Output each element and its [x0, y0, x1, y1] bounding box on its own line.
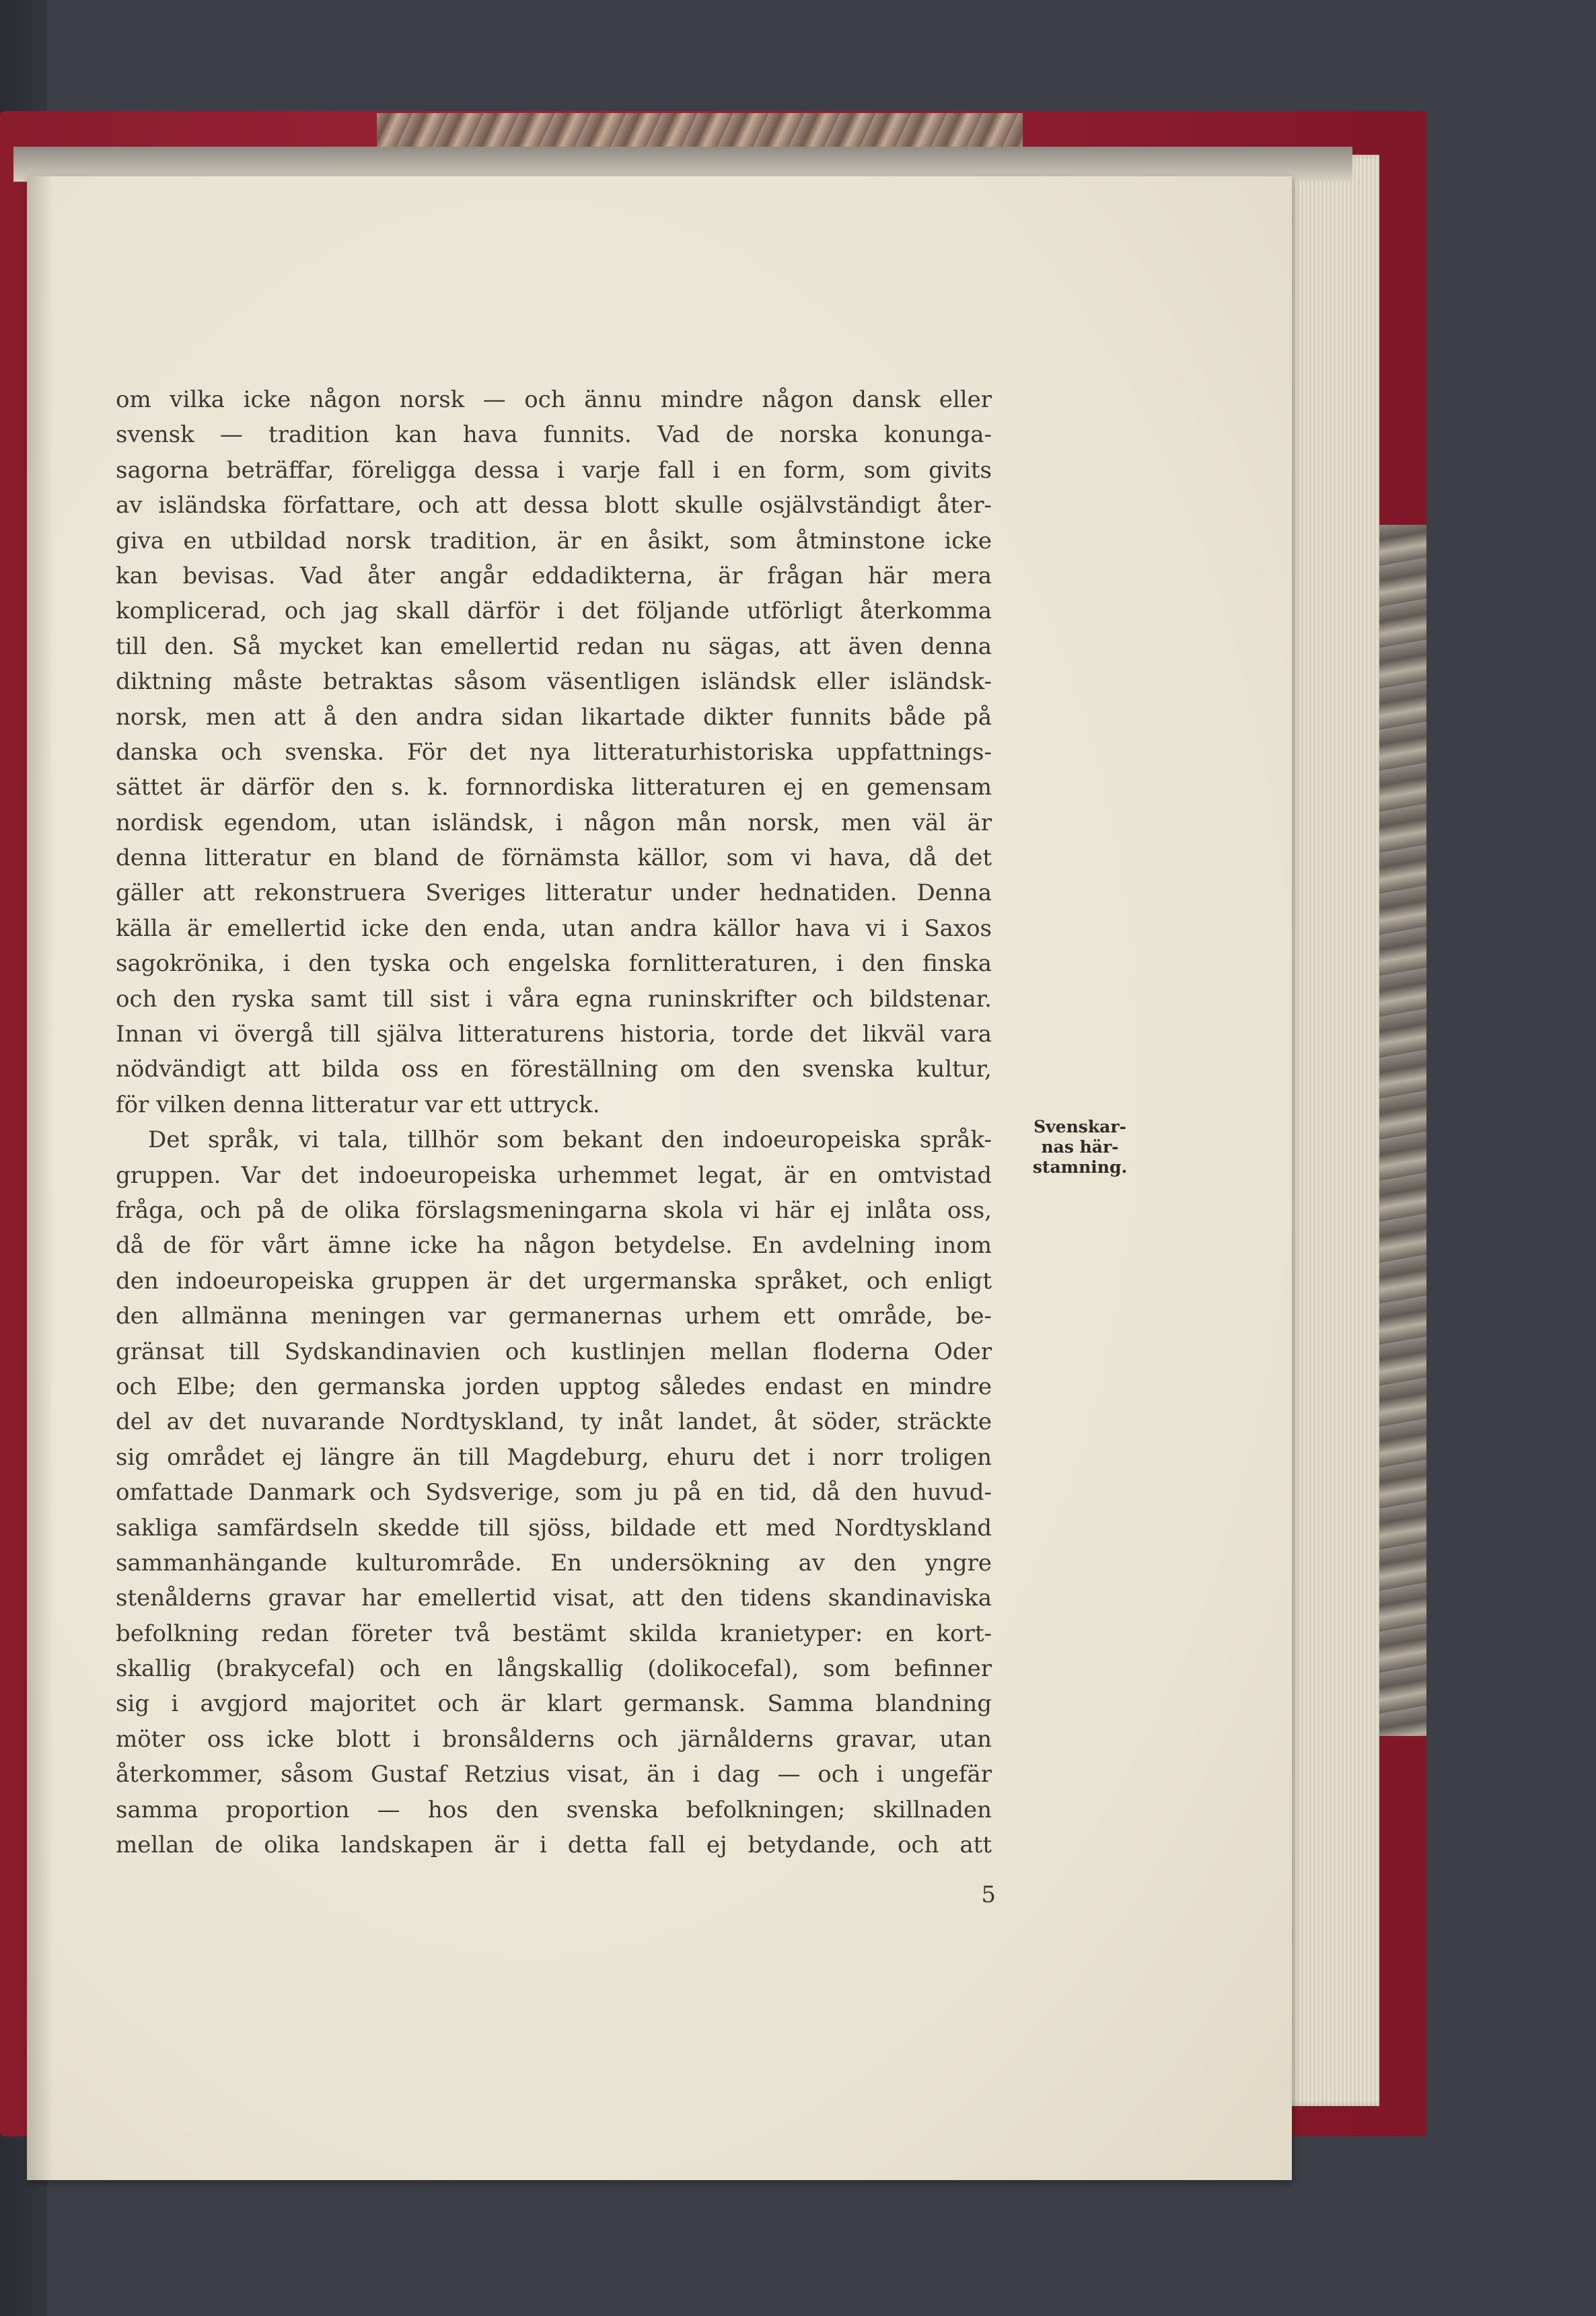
spine-shadow [27, 176, 54, 2180]
text-line: för vilken denna litteratur var ett uttryck. [116, 1091, 600, 1118]
text-line: möter oss icke blott i bronsålderns och järnålderns gravar, utan [116, 1725, 992, 1753]
text-line: gruppen. Var det indoeuropeiska urhemmet legat, är en omtvistad [116, 1161, 992, 1189]
page-number: 5 [981, 1881, 996, 1908]
text-line: och den ryska samt till sist i våra egna runinskrifter och bildstenar. [116, 985, 992, 1013]
text-line: gäller att rekonstruera Sveriges litteratur under hednatiden. Denna [116, 879, 992, 907]
text-line: återkommer, såsom Gustaf Retzius visat, än i dag — och i ungefär [116, 1761, 992, 1788]
text-line: då de för vårt ämne icke ha någon betydelse. En avdelning inom [116, 1232, 992, 1260]
text-line: gränsat till Sydskandinavien och kustlinjen mellan floderna Oder [116, 1338, 992, 1365]
text-line: sagokrönika, i den tyska och engelska fornlitteraturen, i den finska [116, 950, 992, 978]
text-line: sagorna beträffar, föreligga dessa i varje fall i en form, som givits [116, 456, 992, 484]
text-line: sättet är därför den s. k. fornnordiska litteraturen ej en gemensam [116, 774, 992, 801]
cover-marbling-side [1379, 525, 1426, 1736]
text-line: den indoeuropeiska gruppen är det urgermanska språket, och enligt [116, 1267, 992, 1295]
margin-note-line: nas här- [1041, 1137, 1119, 1157]
body-text [116, 382, 992, 1862]
text-line: svensk — tradition kan hava funnits. Vad de norska konunga- [116, 421, 992, 449]
margin-note [1023, 1117, 1137, 1178]
text-line: skallig (brakycefal) och en långskallig (dolikocefal), som befinner [116, 1655, 992, 1683]
text-line: sig i avgjord majoritet och är klart germansk. Samma blandning [116, 1690, 992, 1718]
text-line: Det språk, vi tala, tillhör som bekant den indoeuropeiska språk- [148, 1126, 992, 1154]
text-line: sig området ej längre än till Magdeburg, ehuru det i norr troligen [116, 1443, 992, 1471]
text-line: befolkning redan företer två bestämt skilda kranietyper: en kort- [116, 1620, 992, 1647]
text-line: omfattade Danmark och Sydsverige, som ju på en tid, då den huvud- [116, 1479, 992, 1507]
text-line: stenålderns gravar har emellertid visat, att den tidens skandinaviska [116, 1585, 992, 1612]
text-line: giva en utbildad norsk tradition, är en åsikt, som åtminstone icke [116, 527, 992, 554]
margin-note-line: Svenskar- [1033, 1117, 1126, 1136]
text-line: till den. Så mycket kan emellertid redan nu sägas, att även denna [116, 632, 992, 660]
text-line: norsk, men att å den andra sidan likartade dikter funnits både på [116, 703, 992, 731]
text-line: mellan de olika landskapen är i detta fall ej betydande, och att [116, 1832, 992, 1859]
text-line: diktning måste betraktas såsom väsentligen isländsk eller isländsk- [116, 668, 992, 696]
text-line: samma proportion — hos den svenska befolkningen; skillnaden [116, 1796, 992, 1823]
text-line: nödvändigt att bilda oss en föreställning om den svenska kultur, [116, 1056, 992, 1083]
text-line: sakliga samfärdseln skedde till sjöss, bildade ett med Nordtyskland [116, 1514, 992, 1542]
text-line: källa är emellertid icke den enda, utan andra källor hava vi i Saxos [116, 914, 992, 942]
text-line: Innan vi övergå till själva litteraturens historia, torde det likväl vara [116, 1021, 992, 1048]
text-line: fråga, och på de olika förslagsmeningarna skola vi här ej inlåta oss, [116, 1196, 992, 1224]
text-line: kan bevisas. Vad åter angår eddadikterna, är frågan här mera [116, 562, 992, 589]
text-line: sammanhängande kulturområde. En undersökning av den yngre [116, 1549, 992, 1577]
text-line: danska och svenska. För det nya litteraturhistoriska uppfattnings- [116, 738, 992, 766]
text-line: och Elbe; den germanska jorden upptog således endast en mindre [116, 1373, 992, 1400]
margin-note-line: stamning. [1032, 1157, 1128, 1177]
text-line: denna litteratur en bland de förnämsta källor, som vi hava, då det [116, 844, 992, 872]
text-line: komplicerad, och jag skall därför i det följande utförligt återkomma [116, 598, 992, 625]
text-line: om vilka icke någon norsk — och ännu mindre någon dansk eller [116, 386, 992, 413]
text-line: den allmänna meningen var germanernas urhem ett område, be- [116, 1303, 992, 1330]
text-line: av isländska författare, och att dessa blott skulle osjälvständigt åter- [116, 492, 992, 519]
text-line: del av det nuvarande Nordtyskland, ty inåt landet, åt söder, sträckte [116, 1408, 992, 1436]
text-line: nordisk egendom, utan isländsk, i någon mån norsk, men väl är [116, 809, 992, 836]
